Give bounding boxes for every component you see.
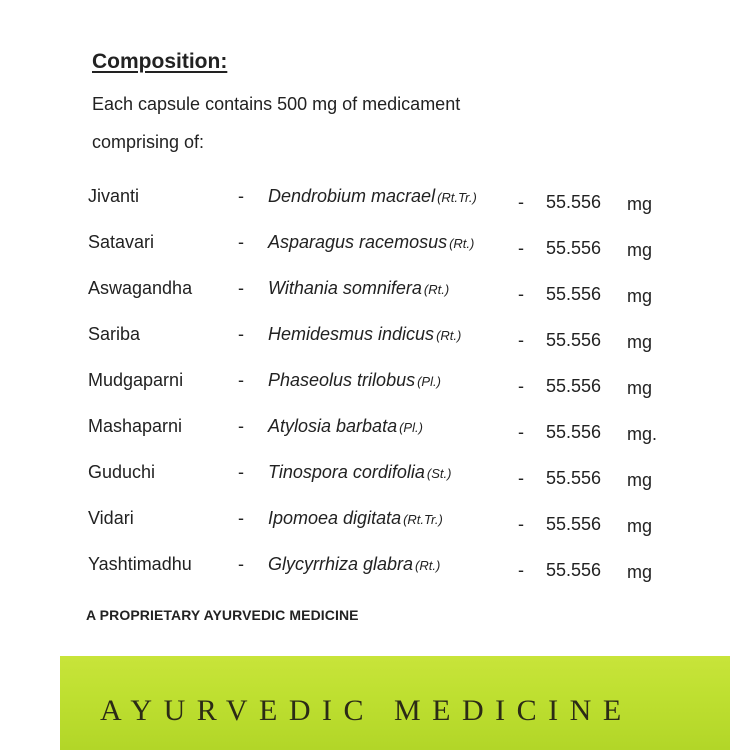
separator-dash: - bbox=[238, 416, 244, 436]
botanical-name: Hemidesmus indicus bbox=[268, 324, 435, 344]
ingredient-quantity: 55.556 bbox=[546, 514, 602, 534]
plant-part: (Rt.) bbox=[415, 558, 441, 573]
separator-dash: - bbox=[518, 376, 524, 396]
composition-intro-line-2: comprising of: bbox=[92, 132, 205, 152]
botanical-name: Glycyrrhiza glabra bbox=[268, 554, 414, 574]
separator-dash: - bbox=[238, 232, 244, 252]
botanical-name-cell bbox=[268, 462, 451, 483]
botanical-name: Dendrobium macrael bbox=[268, 186, 436, 206]
ingredient-quantity: 55.556 bbox=[546, 560, 602, 580]
separator-dash: - bbox=[518, 422, 524, 442]
botanical-name: Ipomoea digitata bbox=[268, 508, 402, 528]
separator-dash: - bbox=[238, 462, 244, 482]
ingredient-unit: mg bbox=[627, 286, 653, 306]
ingredient-quantity: 55.556 bbox=[546, 468, 602, 488]
ayurvedic-medicine-banner-text: AYURVEDIC MEDICINE bbox=[100, 694, 633, 727]
ingredient-unit: mg bbox=[627, 378, 653, 398]
botanical-name: Phaseolus trilobus bbox=[268, 370, 416, 390]
ingredient-unit: mg bbox=[627, 562, 653, 582]
proprietary-medicine-note: A PROPRIETARY AYURVEDIC MEDICINE bbox=[86, 607, 359, 623]
plant-part: (Rt.) bbox=[449, 236, 475, 251]
botanical-name-cell bbox=[268, 278, 449, 299]
ingredient-name: Mashaparni bbox=[88, 416, 183, 436]
botanical-name-cell bbox=[268, 416, 423, 437]
ingredient-name: Vidari bbox=[88, 508, 134, 528]
plant-part: (Rt.) bbox=[436, 328, 462, 343]
ingredient-unit: mg bbox=[627, 194, 653, 214]
separator-dash: - bbox=[518, 192, 524, 212]
separator-dash: - bbox=[238, 554, 244, 574]
botanical-name: Asparagus racemosus bbox=[268, 232, 448, 252]
ingredient-quantity: 55.556 bbox=[546, 376, 602, 396]
separator-dash: - bbox=[238, 324, 244, 344]
ingredient-row bbox=[0, 554, 750, 584]
ingredient-row bbox=[0, 416, 750, 446]
separator-dash: - bbox=[238, 278, 244, 298]
botanical-name-cell bbox=[268, 186, 477, 207]
separator-dash: - bbox=[238, 508, 244, 528]
ingredient-quantity: 55.556 bbox=[546, 284, 602, 304]
ingredient-quantity: 55.556 bbox=[546, 238, 602, 258]
ingredient-unit: mg bbox=[627, 470, 653, 490]
plant-part: (Pl.) bbox=[399, 420, 423, 435]
ingredient-name: Guduchi bbox=[88, 462, 156, 482]
ingredient-row bbox=[0, 232, 750, 262]
ingredient-quantity: 55.556 bbox=[546, 422, 602, 442]
ingredient-unit: mg bbox=[627, 516, 653, 536]
ingredient-row bbox=[0, 508, 750, 538]
ingredient-row bbox=[0, 370, 750, 400]
plant-part: (Rt.Tr.) bbox=[403, 512, 443, 527]
ingredient-name: Sariba bbox=[88, 324, 141, 344]
plant-part: (Rt.) bbox=[423, 282, 450, 297]
plant-part: (St.) bbox=[426, 466, 452, 481]
botanical-name-cell bbox=[268, 554, 440, 575]
ingredient-unit: mg. bbox=[627, 424, 658, 444]
separator-dash: - bbox=[518, 468, 524, 488]
botanical-name-cell bbox=[268, 232, 474, 253]
ingredient-name: Jivanti bbox=[88, 186, 140, 206]
ingredient-quantity: 55.556 bbox=[546, 192, 602, 212]
botanical-name-cell bbox=[268, 324, 461, 345]
ingredient-name: Aswagandha bbox=[88, 278, 193, 298]
plant-part: (Pl.) bbox=[417, 374, 441, 389]
plant-part: (Rt.Tr.) bbox=[437, 190, 477, 205]
separator-dash: - bbox=[518, 330, 524, 350]
composition-heading: Composition: bbox=[92, 50, 228, 73]
separator-dash: - bbox=[518, 514, 524, 534]
ingredient-unit: mg bbox=[627, 332, 653, 352]
botanical-name: Tinospora cordifolia bbox=[268, 462, 425, 482]
separator-dash: - bbox=[238, 370, 244, 390]
ingredient-name: Satavari bbox=[88, 232, 155, 252]
composition-intro-line-1: Each capsule contains 500 mg of medicament bbox=[92, 94, 461, 114]
botanical-name-cell bbox=[268, 370, 441, 391]
separator-dash: - bbox=[238, 186, 244, 206]
botanical-name: Atylosia barbata bbox=[268, 416, 398, 436]
separator-dash: - bbox=[518, 560, 524, 580]
botanical-name: Withania somnifera bbox=[268, 278, 422, 298]
separator-dash: - bbox=[518, 238, 524, 258]
ingredient-row bbox=[0, 186, 750, 216]
ingredient-row bbox=[0, 462, 750, 492]
botanical-name-cell bbox=[268, 508, 443, 529]
ingredient-row bbox=[0, 278, 750, 308]
ingredient-unit: mg bbox=[627, 240, 653, 260]
ingredient-name: Yashtimadhu bbox=[88, 554, 192, 574]
ingredient-row bbox=[0, 324, 750, 354]
separator-dash: - bbox=[518, 284, 524, 304]
ingredient-name: Mudgaparni bbox=[88, 370, 184, 390]
ingredient-quantity: 55.556 bbox=[546, 330, 602, 350]
